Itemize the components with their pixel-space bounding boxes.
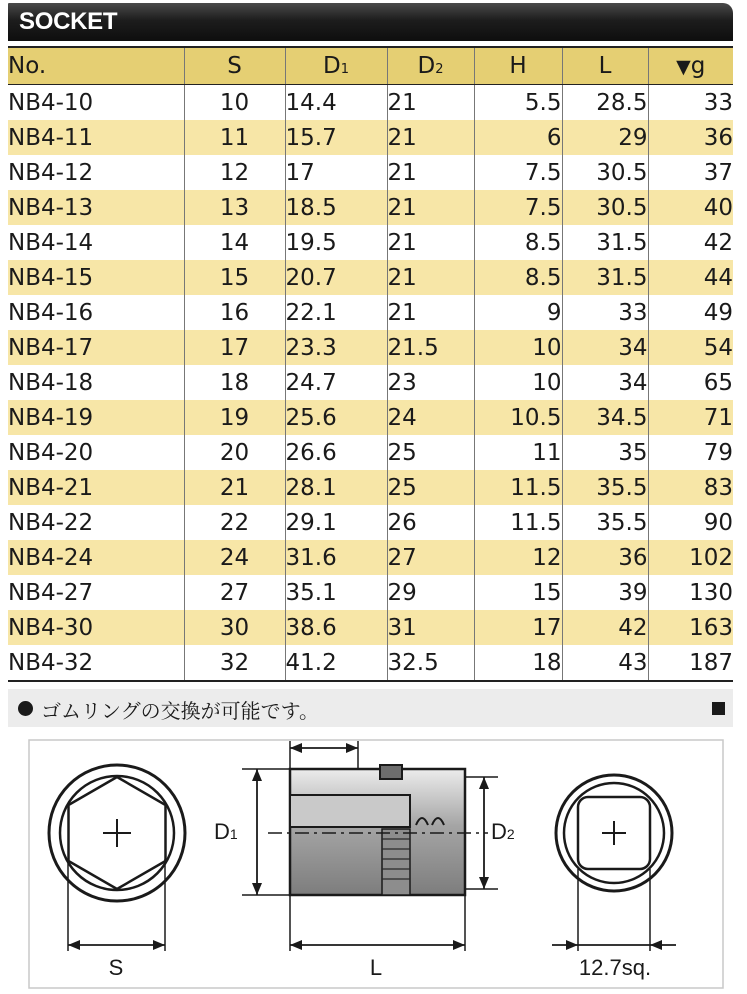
cell-d2: 29 bbox=[387, 575, 474, 610]
cell-g: 65 bbox=[648, 365, 733, 400]
cell-l: 36 bbox=[562, 540, 648, 575]
cell-s: 30 bbox=[184, 610, 285, 645]
cell-s: 20 bbox=[184, 435, 285, 470]
cell-d2: 27 bbox=[387, 540, 474, 575]
table-row bbox=[8, 610, 733, 645]
table-row bbox=[8, 470, 733, 505]
cell-h: 8.5 bbox=[474, 225, 562, 260]
cell-h: 5.5 bbox=[474, 85, 562, 121]
col-header-d1: D1 bbox=[285, 47, 387, 85]
cell-no: NB4-18 bbox=[8, 369, 94, 396]
cell-s: 22 bbox=[184, 505, 285, 540]
cell-g: 37 bbox=[648, 155, 733, 190]
table-row bbox=[8, 435, 733, 470]
cell-s: 16 bbox=[184, 295, 285, 330]
col-header-d2: D2 bbox=[387, 47, 474, 85]
cell-h: 8.5 bbox=[474, 260, 562, 295]
cell-s: 24 bbox=[184, 540, 285, 575]
cell-d2: 25 bbox=[387, 435, 474, 470]
cell-s: 10 bbox=[184, 85, 285, 121]
cell-g: 90 bbox=[648, 505, 733, 540]
cell-d2: 21 bbox=[387, 190, 474, 225]
cell-g: 44 bbox=[648, 260, 733, 295]
cell-s: 17 bbox=[184, 330, 285, 365]
cell-d2: 23 bbox=[387, 365, 474, 400]
cell-l: 35.5 bbox=[562, 505, 648, 540]
cell-d1: 31.6 bbox=[285, 540, 387, 575]
cell-g: 130 bbox=[648, 575, 733, 610]
cell-no: NB4-16 bbox=[8, 299, 94, 326]
section-title: SOCKET bbox=[19, 8, 118, 35]
table-row bbox=[8, 120, 733, 155]
cell-g: 163 bbox=[648, 610, 733, 645]
cell-d1: 25.6 bbox=[285, 400, 387, 435]
col-header-no: No. bbox=[8, 47, 184, 85]
cell-g: 54 bbox=[648, 330, 733, 365]
cell-h: 17 bbox=[474, 610, 562, 645]
cell-l: 30.5 bbox=[562, 155, 648, 190]
cell-d1: 24.7 bbox=[285, 365, 387, 400]
weight-triangle-icon: ▼ bbox=[676, 56, 691, 78]
cell-h: 9 bbox=[474, 295, 562, 330]
cell-no: NB4-27 bbox=[8, 579, 94, 606]
cell-h: 18 bbox=[474, 645, 562, 681]
square-marker-icon bbox=[712, 702, 725, 715]
cell-d1: 23.3 bbox=[285, 330, 387, 365]
cell-g: 187 bbox=[648, 645, 733, 681]
cell-s: 32 bbox=[184, 645, 285, 681]
table-row bbox=[8, 540, 733, 575]
socket-spec-table bbox=[8, 46, 733, 682]
cell-d2: 26 bbox=[387, 505, 474, 540]
cell-d1: 38.6 bbox=[285, 610, 387, 645]
cell-no: NB4-17 bbox=[8, 330, 184, 365]
cell-d2: 21 bbox=[387, 295, 474, 330]
cell-d1: 28.1 bbox=[285, 470, 387, 505]
cell-no: NB4-14 bbox=[8, 229, 94, 256]
cell-h: 7.5 bbox=[474, 190, 562, 225]
cell-d2: 21 bbox=[387, 85, 474, 121]
cell-no: NB4-24 bbox=[8, 540, 184, 575]
cell-l: 35.5 bbox=[562, 470, 648, 505]
cell-l: 31.5 bbox=[562, 260, 648, 295]
cell-d2: 31 bbox=[387, 610, 474, 645]
cell-l: 34.5 bbox=[562, 400, 648, 435]
table-row bbox=[8, 400, 733, 435]
cell-h: 6 bbox=[474, 120, 562, 155]
cell-d2: 25 bbox=[387, 470, 474, 505]
cell-g: 83 bbox=[648, 470, 733, 505]
bullet-icon bbox=[18, 701, 33, 716]
cell-no: NB4-19 bbox=[8, 400, 184, 435]
cell-l: 33 bbox=[562, 295, 648, 330]
cell-s: 15 bbox=[184, 260, 285, 295]
cell-no: NB4-21 bbox=[8, 470, 184, 505]
table-row bbox=[8, 330, 733, 365]
cell-g: 33 bbox=[648, 85, 733, 121]
label-s: S bbox=[108, 955, 124, 980]
cell-h: 10 bbox=[474, 365, 562, 400]
cell-h: 10 bbox=[474, 330, 562, 365]
cell-l: 28.5 bbox=[562, 85, 648, 121]
cell-d1: 19.5 bbox=[285, 225, 387, 260]
cell-d1: 15.7 bbox=[285, 120, 387, 155]
cell-no: NB4-32 bbox=[8, 649, 94, 676]
cell-d1: 29.1 bbox=[285, 505, 387, 540]
cell-d1: 14.4 bbox=[285, 85, 387, 121]
table-row bbox=[8, 225, 733, 260]
cell-l: 34 bbox=[562, 365, 648, 400]
col-header-weight: ▼g bbox=[648, 47, 733, 85]
cell-g: 36 bbox=[648, 120, 733, 155]
cell-no: NB4-12 bbox=[8, 159, 94, 186]
cell-l: 29 bbox=[562, 120, 648, 155]
socket-dimension-diagram bbox=[28, 739, 724, 989]
table-row bbox=[8, 575, 733, 610]
cell-d2: 24 bbox=[387, 400, 474, 435]
cell-no: NB4-10 bbox=[8, 89, 94, 116]
cell-s: 19 bbox=[184, 400, 285, 435]
cell-g: 79 bbox=[648, 435, 733, 470]
cell-s: 14 bbox=[184, 225, 285, 260]
cell-h: 11.5 bbox=[474, 470, 562, 505]
cell-s: 12 bbox=[184, 155, 285, 190]
cell-h: 12 bbox=[474, 540, 562, 575]
cell-d1: 20.7 bbox=[285, 260, 387, 295]
cell-d2: 32.5 bbox=[387, 645, 474, 681]
cell-h: 7.5 bbox=[474, 155, 562, 190]
cell-d2: 21 bbox=[387, 260, 474, 295]
cell-no: NB4-20 bbox=[8, 439, 94, 466]
cell-l: 43 bbox=[562, 645, 648, 681]
table-row bbox=[8, 645, 733, 681]
cell-d1: 35.1 bbox=[285, 575, 387, 610]
cell-g: 49 bbox=[648, 295, 733, 330]
note-bar bbox=[8, 689, 733, 727]
cell-no: NB4-13 bbox=[8, 190, 184, 225]
cell-h: 11.5 bbox=[474, 505, 562, 540]
cell-d2: 21 bbox=[387, 120, 474, 155]
cell-s: 11 bbox=[184, 120, 285, 155]
cell-s: 18 bbox=[184, 365, 285, 400]
table-row bbox=[8, 190, 733, 225]
cell-d1: 17 bbox=[285, 155, 387, 190]
col-header-l: L bbox=[562, 47, 648, 85]
cell-d1: 41.2 bbox=[285, 645, 387, 681]
cell-l: 34 bbox=[562, 330, 648, 365]
cell-g: 42 bbox=[648, 225, 733, 260]
cell-no: NB4-15 bbox=[8, 260, 184, 295]
cell-l: 31.5 bbox=[562, 225, 648, 260]
cell-d1: 18.5 bbox=[285, 190, 387, 225]
label-square-drive: 12.7sq. bbox=[578, 955, 652, 980]
cell-l: 30.5 bbox=[562, 190, 648, 225]
note-text: ゴムリングの交換が可能です。 bbox=[41, 699, 319, 723]
table-header-row bbox=[8, 47, 733, 85]
table-row bbox=[8, 155, 733, 190]
cell-no: NB4-11 bbox=[8, 120, 184, 155]
cell-l: 35 bbox=[562, 435, 648, 470]
cell-no: NB4-22 bbox=[8, 509, 94, 536]
cell-h: 11 bbox=[474, 435, 562, 470]
cell-l: 39 bbox=[562, 575, 648, 610]
cell-s: 21 bbox=[184, 470, 285, 505]
cell-g: 71 bbox=[648, 400, 733, 435]
table-row bbox=[8, 295, 733, 330]
table-row bbox=[8, 365, 733, 400]
cell-s: 27 bbox=[184, 575, 285, 610]
cell-d1: 26.6 bbox=[285, 435, 387, 470]
cell-l: 42 bbox=[562, 610, 648, 645]
table-row bbox=[8, 85, 733, 121]
label-l: L bbox=[369, 955, 383, 980]
cell-no: NB4-30 bbox=[8, 610, 184, 645]
cell-d2: 21 bbox=[387, 155, 474, 190]
cell-d2: 21.5 bbox=[387, 330, 474, 365]
col-header-h: H bbox=[474, 47, 562, 85]
cell-h: 15 bbox=[474, 575, 562, 610]
section-title-bar bbox=[8, 3, 733, 41]
col-header-s: S bbox=[184, 47, 285, 85]
label-d1: D1 bbox=[214, 819, 238, 844]
cell-g: 40 bbox=[648, 190, 733, 225]
label-d2: D2 bbox=[491, 819, 515, 844]
table-row bbox=[8, 260, 733, 295]
cell-h: 10.5 bbox=[474, 400, 562, 435]
cell-d2: 21 bbox=[387, 225, 474, 260]
cell-s: 13 bbox=[184, 190, 285, 225]
cell-d1: 22.1 bbox=[285, 295, 387, 330]
cell-g: 102 bbox=[648, 540, 733, 575]
table-row bbox=[8, 505, 733, 540]
